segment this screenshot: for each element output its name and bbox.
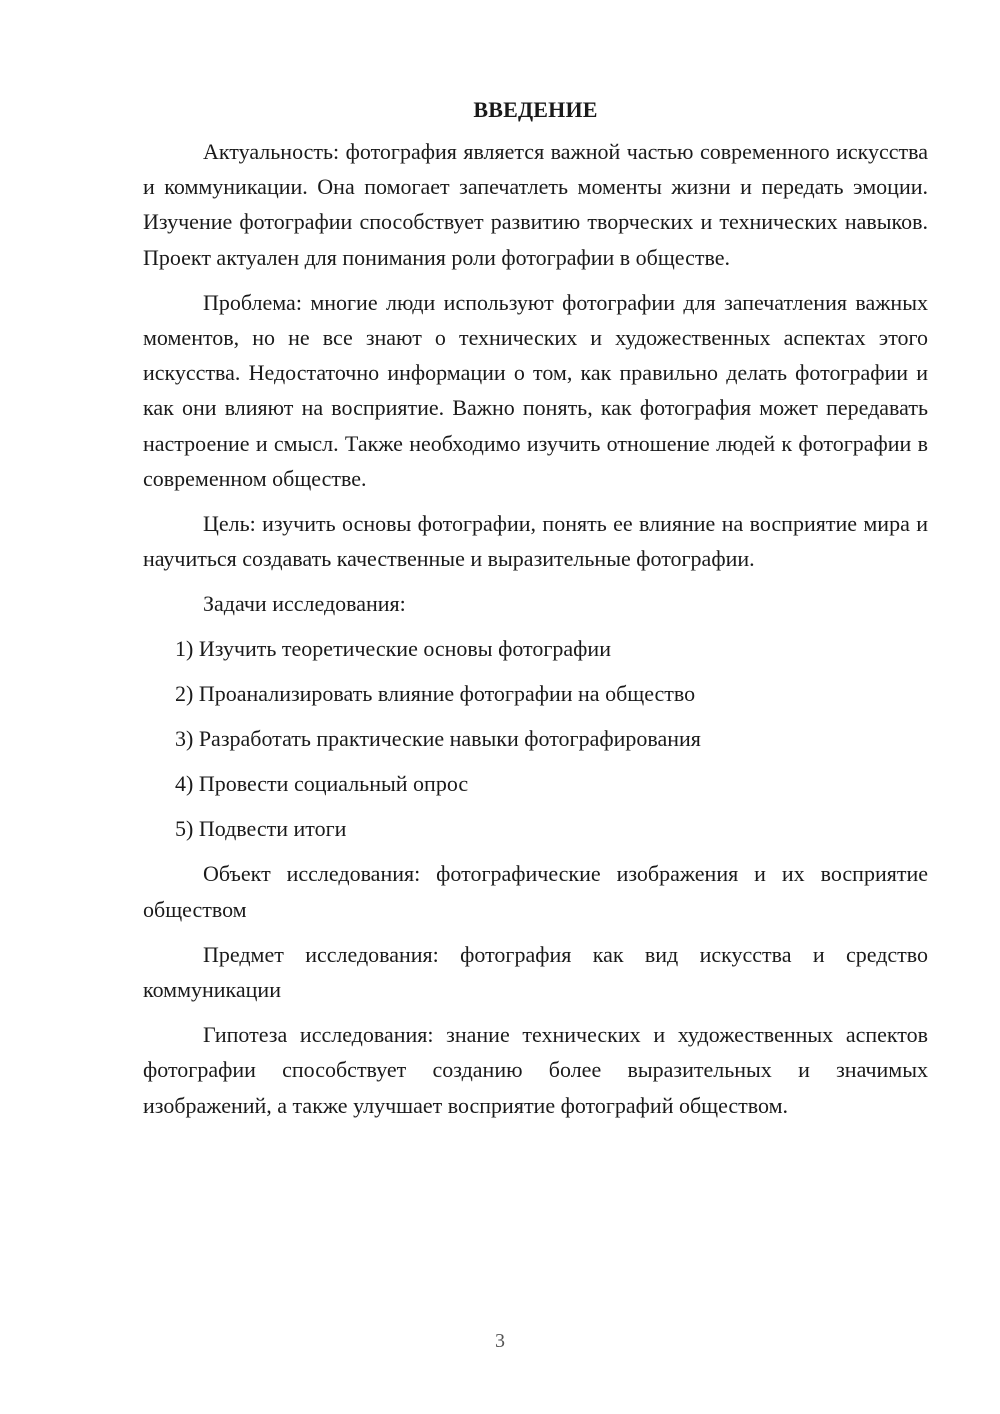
paragraph-object: Объект исследования: фотографические изображения и их восприятие обществом bbox=[143, 861, 928, 922]
document-page bbox=[143, 92, 928, 1133]
paragraph-subject: Предмет исследования: фотография как вид искусства и средство коммуникации bbox=[143, 941, 928, 1003]
task-item: 1) Изучить теоретические основы фотографии bbox=[175, 636, 611, 662]
task-item: 3) Разработать практические навыки фотографирования bbox=[175, 726, 701, 752]
task-item: 4) Провести социальный опрос bbox=[175, 771, 469, 797]
task-list bbox=[143, 631, 928, 846]
paragraph-problem: Проблема: многие люди используют фотографии для запечатления важных моментов, но не все знают о технических и художественных аспектах этого искусства. Недостаточно информации о том, как правильно делать фотографии и как они влияют на восприятие. Важно понять, как фотография может передавать настроение и смысл. Также необходимо изучить отношение людей к фотографии в современном обществе. bbox=[143, 289, 928, 491]
paragraph-goal: Цель: изучить основы фотографии, понять ее влияние на восприятие мира и научиться создавать качественные и выразительные фотографии. bbox=[143, 511, 928, 572]
task-item: 5) Подвести итоги bbox=[175, 816, 347, 842]
tasks-title: Задачи исследования: bbox=[203, 591, 406, 617]
section-heading: ВВЕДЕНИЕ bbox=[473, 97, 598, 122]
page-number: 3 bbox=[495, 1330, 505, 1352]
task-item: 2) Проанализировать влияние фотографии на общество bbox=[175, 681, 696, 707]
paragraph-relevance: Актуальность: фотография является важной частью современного искусства и коммуникации. Она помогает запечатлеть моменты жизни и передать эмоции. Изучение фотографии способствует развитию творческих и технических навыков. Проект актуален для понимания роли фотографии в обществе. bbox=[143, 139, 928, 270]
paragraph-hypothesis: Гипотеза исследования: знание технических и художественных аспектов фотографии способствует созданию более выразительных и значимых изображений, а также улучшает восприятие фотографий обществом. bbox=[143, 1022, 928, 1118]
